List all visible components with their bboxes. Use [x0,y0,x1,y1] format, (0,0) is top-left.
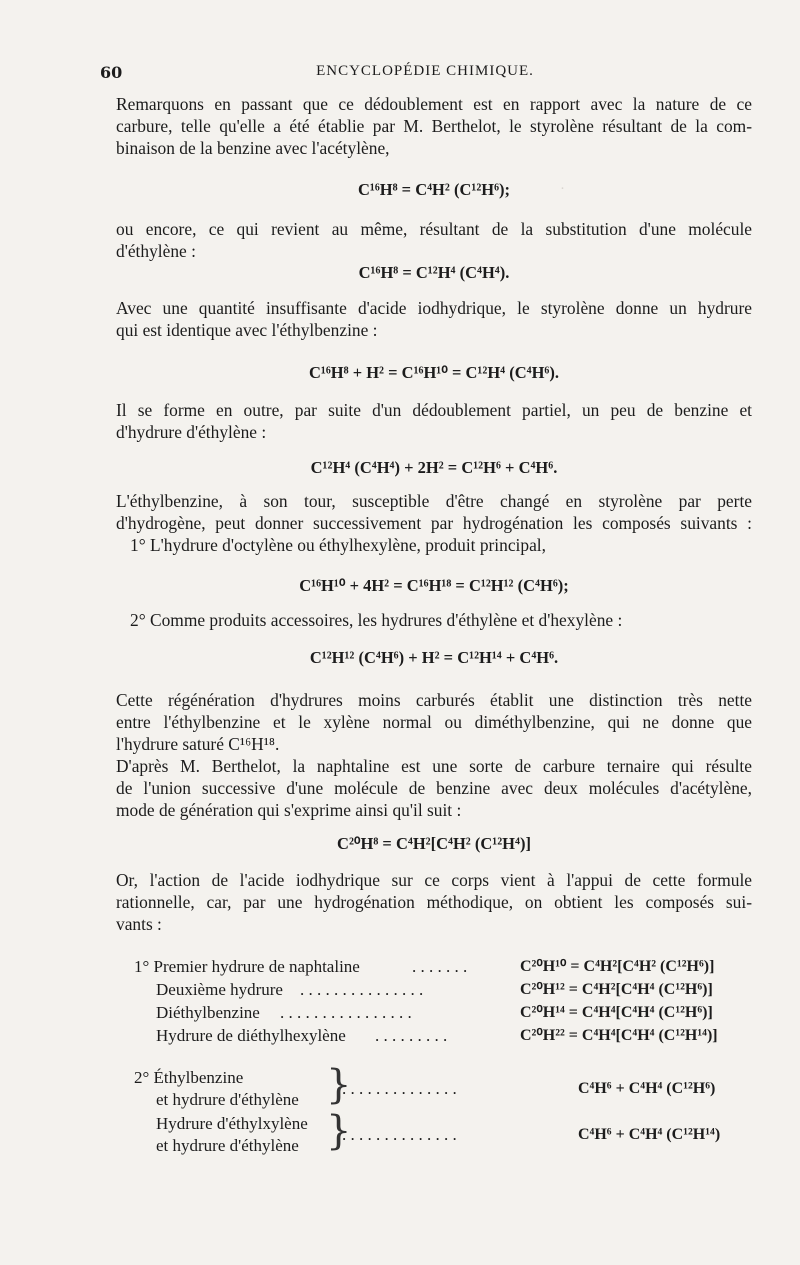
table-row-label: 2° Éthylbenzine [134,1068,244,1087]
table-row-dots: . . . . . . . [412,957,468,976]
formula-hexylene: C¹²H¹² (C⁴H⁶) + H² = C¹²H¹⁴ + C⁴H⁶. [309,648,559,667]
table-row-formula: C²⁰H¹⁰ = C⁴H²[C⁴H² (C¹²H⁶)] [520,958,715,975]
text-line: d'éthylène : [116,241,196,261]
paragraph-formule-rationnelle [116,869,752,935]
text-line: rationnelle, car, par une hydrogénation méthodique, on obtient les composés sui- [116,892,752,912]
formula-naphtaline: C²⁰H⁸ = C⁴H²[C⁴H² (C¹²H⁴)] [337,834,531,853]
table-row-label: et hydrure d'éthylène [156,1136,299,1155]
table-row-label: Hydrure d'éthylxylène [156,1114,308,1133]
text-line: Or, l'action de l'acide iodhydrique sur ce corps vient à l'appui de cette formule [116,870,752,890]
table-row-label: et hydrure d'éthylène [156,1090,299,1109]
table-row-dots: . . . . . . . . . . . . . . [342,1079,457,1098]
table-row-dots: . . . . . . . . . . . . . . [342,1125,457,1144]
table-row-label: Hydrure de diéthylhexylène [156,1026,346,1045]
text-line: qui est identique avec l'éthylbenzine : [116,320,378,340]
text-line: ou encore, ce qui revient au même, résultant de la substitution d'une molécule [116,219,752,239]
text-line: Cette régénération d'hydrures moins carburés établit une distinction très nette [116,690,752,710]
paragraph-accessoires [116,609,752,631]
brace-icon: } [326,1108,352,1154]
text-line: 1° L'hydrure d'octylène ou éthylhexylène, produit principal, [130,535,546,555]
text-line: vants : [116,914,162,934]
text-line: D'après M. Berthelot, la naphtaline est une sorte de carbure ternaire qui résulte [116,756,752,776]
text-line: mode de génération qui s'exprime ainsi qu'il suit : [116,800,462,820]
formula-styrolene-2: C¹⁶H⁸ = C¹²H⁴ (C⁴H⁴). [358,263,510,282]
text-line: de l'union successive d'une molécule de benzine avec deux molécules d'acétylène, [116,778,752,798]
table-row-label: Deuxième hydrure [156,980,283,999]
bleed-through: · [560,181,565,197]
table-row-formula: C²⁰H¹² = C⁴H²[C⁴H⁴ (C¹²H⁶)] [520,981,713,998]
paragraph-naphtaline [116,755,752,821]
page-header [100,63,750,87]
text-line: L'éthylbenzine, à son tour, susceptible d'être changé en styrolène par perte [116,491,752,511]
text-line: entre l'éthylbenzine et le xylène normal ou diméthylbenzine, qui ne donne que [116,712,752,732]
text-line: l'hydrure saturé C¹⁶H¹⁸. [116,734,280,754]
page-number: 60 [100,63,123,82]
paragraph-substitution [116,218,752,262]
table-row-formula: C⁴H⁶ + C⁴H⁴ (C¹²H⁶) [578,1080,716,1097]
paragraph-hydrogenation [116,490,752,556]
formula-styrolene-1: C¹⁶H⁸ = C⁴H² (C¹²H⁶); [357,180,511,199]
table-row-formula: C²⁰H¹⁴ = C⁴H⁴[C⁴H⁴ (C¹²H⁶)] [520,1004,713,1021]
table-row-dots: . . . . . . . . . . . . . . . [300,980,424,999]
text-line: 2° Comme produits accessoires, les hydrures d'éthylène et d'hexylène : [130,610,623,630]
table-row-formula: C²⁰H²² = C⁴H⁴[C⁴H⁴ (C¹²H¹⁴)] [520,1027,718,1044]
paragraph-iodhydrique [116,297,752,341]
formula-ethylbenzine: C¹⁶H⁸ + H² = C¹⁶H¹⁰ = C¹²H⁴ (C⁴H⁶). [308,363,559,382]
paragraph-regeneration [116,689,752,755]
table-row-dots: . . . . . . . . . [375,1026,448,1045]
text-line: Il se forme en outre, par suite d'un dédoublement partiel, un peu de benzine et [116,400,752,420]
table-row-dots: . . . . . . . . . . . . . . . . [280,1003,412,1022]
text-line: carbure, telle qu'elle a été établie par M. Berthelot, le styrolène résultant de la com- [116,116,752,136]
text-line: d'hydrogène, peut donner successivement par hydrogénation les composés suivants : [116,513,752,533]
paragraph-styrolene [116,93,752,159]
formula-octylene: C¹⁶H¹⁰ + 4H² = C¹⁶H¹⁸ = C¹²H¹² (C⁴H⁶); [299,576,569,595]
text-line: binaison de la benzine avec l'acétylène, [116,138,390,158]
table-row-formula: C⁴H⁶ + C⁴H⁴ (C¹²H¹⁴) [578,1126,721,1143]
paragraph-dedoublement [116,399,752,443]
formula-benzine: C¹²H⁴ (C⁴H⁴) + 2H² = C¹²H⁶ + C⁴H⁶. [310,458,558,477]
table-row-label: 1° Premier hydrure de naphtaline [134,957,360,976]
text-line: Avec une quantité insuffisante d'acide iodhydrique, le styrolène donne un hydrure [116,298,752,318]
table-row-label: Diéthylbenzine [156,1003,260,1022]
brace-icon: } [326,1062,352,1108]
text-line: d'hydrure d'éthylène : [116,422,267,442]
text-line: Remarquons en passant que ce dédoublement est en rapport avec la nature de ce [116,94,752,114]
running-title: ENCYCLOPÉDIE CHIMIQUE. [316,63,534,79]
